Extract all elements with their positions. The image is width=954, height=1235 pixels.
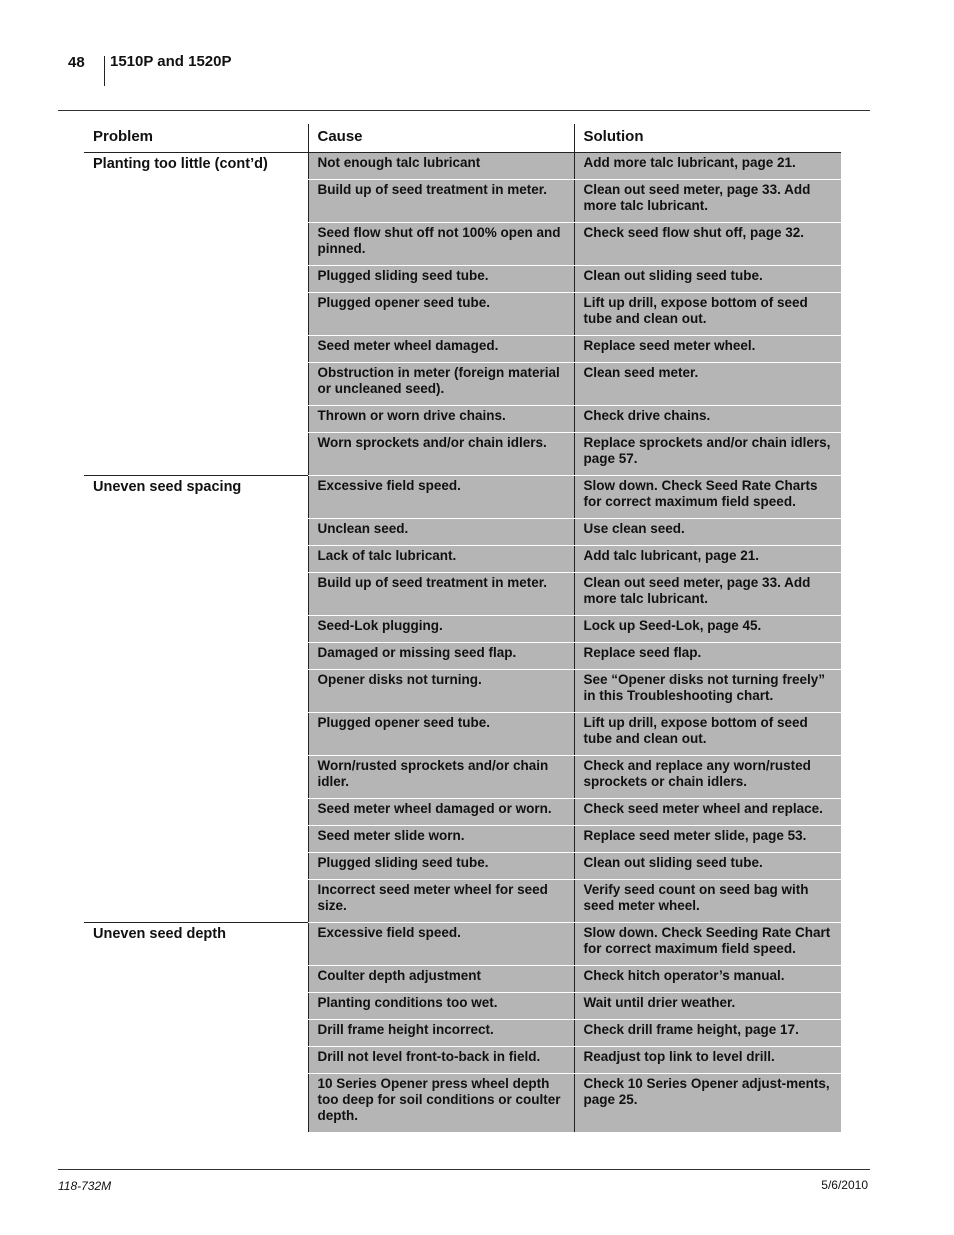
solution-cell: Check hitch operator’s manual. [574,966,841,993]
solution-cell: Check seed meter wheel and replace. [574,799,841,826]
cause-cell: Seed meter wheel damaged. [308,336,574,363]
cause-cell: Obstruction in meter (foreign material or uncleaned seed). [308,363,574,406]
cause-cell: Opener disks not turning. [308,670,574,713]
cause-cell: Coulter depth adjustment [308,966,574,993]
cause-cell: Drill frame height incorrect. [308,1020,574,1047]
column-header-problem: Problem [84,124,308,153]
cause-cell: Build up of seed treatment in meter. [308,180,574,223]
cause-cell: Planting conditions too wet. [308,993,574,1020]
solution-cell: Check drill frame height, page 17. [574,1020,841,1047]
solution-cell: Verify seed count on seed bag with seed meter wheel. [574,880,841,923]
column-header-cause: Cause [308,124,574,153]
solution-cell: Add more talc lubricant, page 21. [574,153,841,180]
cause-cell: Worn/rusted sprockets and/or chain idler. [308,756,574,799]
solution-cell: Check 10 Series Opener adjust-ments, page 25. [574,1074,841,1133]
document-title: 1510P and 1520P [110,53,232,70]
cause-cell: Build up of seed treatment in meter. [308,573,574,616]
cause-cell: Excessive field speed. [308,923,574,966]
solution-cell: Slow down. Check Seed Rate Charts for correct maximum field speed. [574,476,841,519]
solution-cell: Wait until drier weather. [574,993,841,1020]
solution-cell: Replace seed meter wheel. [574,336,841,363]
table-body [84,153,841,1133]
cause-cell: Excessive field speed. [308,476,574,519]
problem-cell: Uneven seed spacing [84,476,308,923]
page-number: 48 [68,54,85,71]
cause-cell: Seed flow shut off not 100% open and pinned. [308,223,574,266]
solution-cell: Readjust top link to level drill. [574,1047,841,1074]
bottom-rule [58,1169,870,1170]
solution-cell: See “Opener disks not turning freely” in this Troubleshooting chart. [574,670,841,713]
header-divider [104,56,105,86]
cause-cell: Seed meter wheel damaged or worn. [308,799,574,826]
cause-cell: Seed-Lok plugging. [308,616,574,643]
table-header-row [84,124,841,153]
cause-cell: Lack of talc lubricant. [308,546,574,573]
solution-cell: Clean out seed meter, page 33. Add more talc lubricant. [574,180,841,223]
cause-cell: Plugged opener seed tube. [308,293,574,336]
cause-cell: Damaged or missing seed flap. [308,643,574,670]
column-header-solution: Solution [574,124,841,153]
cause-cell: Seed meter slide worn. [308,826,574,853]
document-number: 118-732M [58,1179,112,1193]
solution-cell: Clean out sliding seed tube. [574,266,841,293]
cause-cell: Not enough talc lubricant [308,153,574,180]
cause-cell: 10 Series Opener press wheel depth too deep for soil conditions or coulter depth. [308,1074,574,1133]
cause-cell: Plugged sliding seed tube. [308,853,574,880]
solution-cell: Clean seed meter. [574,363,841,406]
solution-cell: Check drive chains. [574,406,841,433]
problem-cell: Uneven seed depth [84,923,308,1133]
solution-cell: Lift up drill, expose bottom of seed tube and clean out. [574,713,841,756]
solution-cell: Clean out seed meter, page 33. Add more talc lubricant. [574,573,841,616]
solution-cell: Replace sprockets and/or chain idlers, page 57. [574,433,841,476]
solution-cell: Use clean seed. [574,519,841,546]
solution-cell: Add talc lubricant, page 21. [574,546,841,573]
solution-cell: Check seed flow shut off, page 32. [574,223,841,266]
troubleshooting-table [84,124,841,1133]
document-date: 5/6/2010 [821,1178,868,1192]
problem-cell: Planting too little (cont’d) [84,153,308,476]
solution-cell: Replace seed flap. [574,643,841,670]
cause-cell: Worn sprockets and/or chain idlers. [308,433,574,476]
solution-cell: Clean out sliding seed tube. [574,853,841,880]
solution-cell: Replace seed meter slide, page 53. [574,826,841,853]
solution-cell: Lock up Seed-Lok, page 45. [574,616,841,643]
cause-cell: Plugged sliding seed tube. [308,266,574,293]
cause-cell: Thrown or worn drive chains. [308,406,574,433]
table-row [84,923,841,966]
top-rule [58,110,870,111]
table-row [84,153,841,180]
table-row [84,476,841,519]
cause-cell: Plugged opener seed tube. [308,713,574,756]
cause-cell: Unclean seed. [308,519,574,546]
cause-cell: Incorrect seed meter wheel for seed size. [308,880,574,923]
solution-cell: Slow down. Check Seeding Rate Chart for correct maximum field speed. [574,923,841,966]
solution-cell: Lift up drill, expose bottom of seed tube and clean out. [574,293,841,336]
solution-cell: Check and replace any worn/rusted sprockets or chain idlers. [574,756,841,799]
cause-cell: Drill not level front-to-back in field. [308,1047,574,1074]
